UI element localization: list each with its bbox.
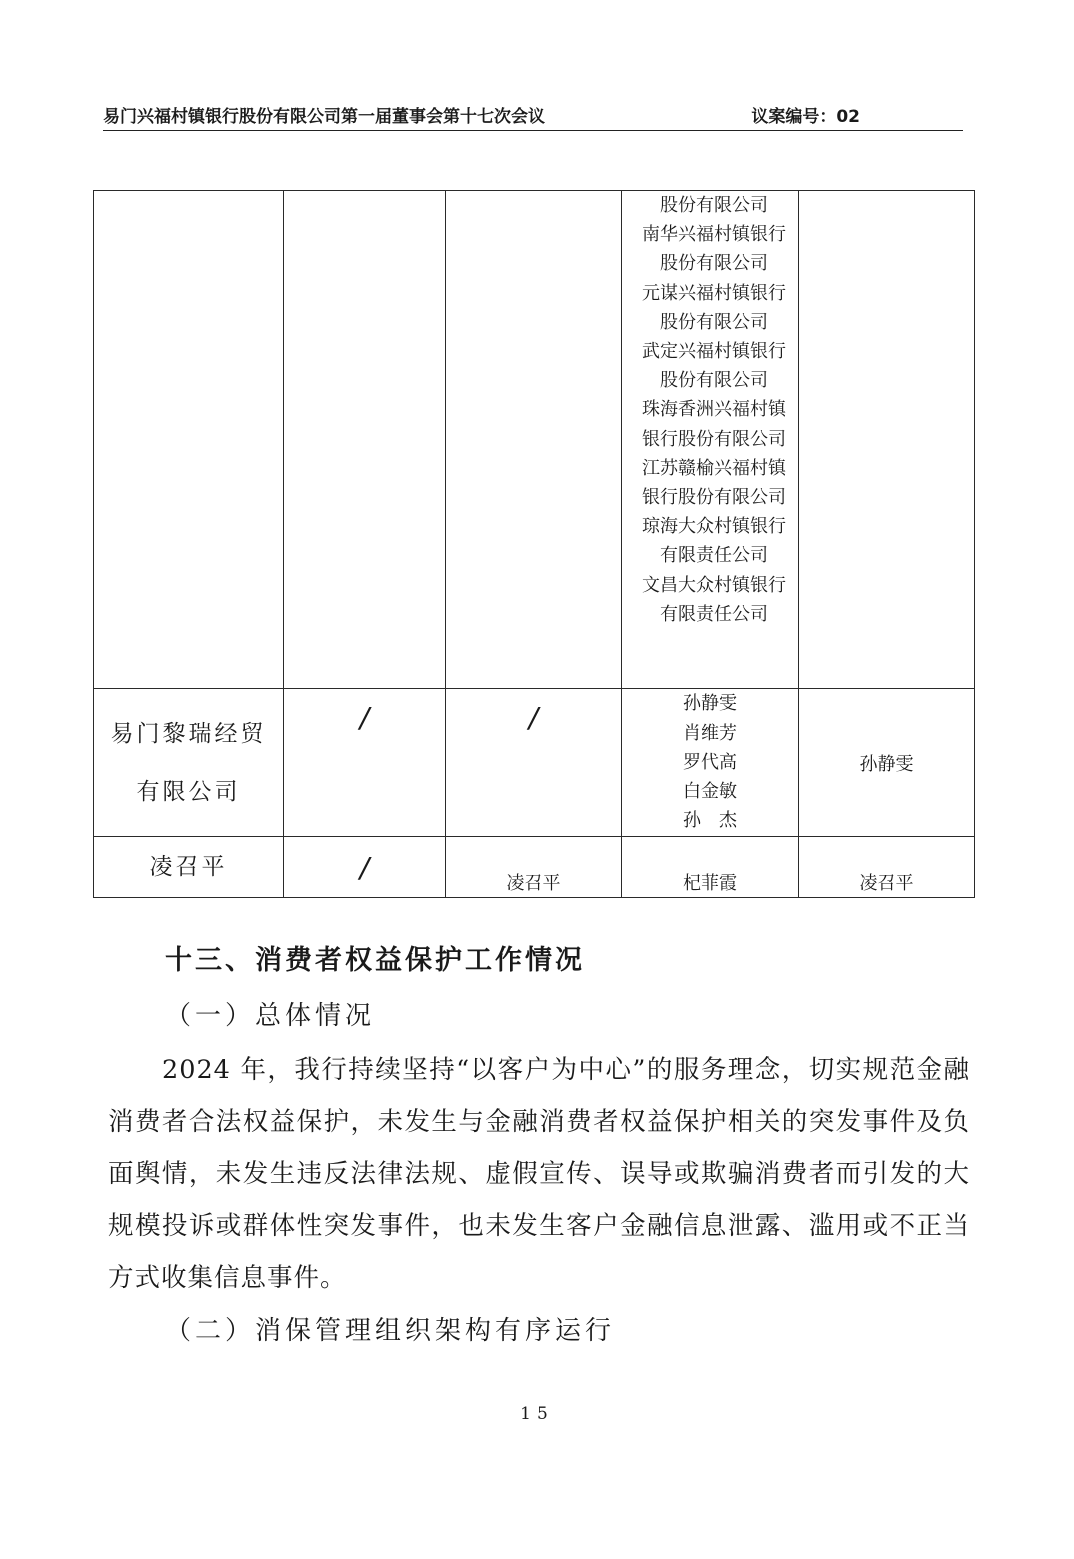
page-header bbox=[103, 96, 963, 131]
list-item: 元谋兴福村镇银行 bbox=[642, 282, 786, 304]
members-cell bbox=[622, 689, 799, 837]
list-item: 江苏赣榆兴福村镇 bbox=[642, 457, 786, 479]
table-cell: 凌召平 bbox=[446, 837, 622, 898]
table-cell bbox=[284, 191, 446, 689]
list-item: 有限责任公司 bbox=[660, 545, 768, 567]
subsection-heading: （一）总体情况 bbox=[165, 1001, 376, 1031]
list-item: 孙静雯 bbox=[683, 693, 737, 715]
table-cell: 凌召平 bbox=[799, 837, 975, 898]
list-item: 文昌大众村镇银行 bbox=[642, 574, 786, 596]
table-row bbox=[94, 191, 975, 689]
table-cell: / bbox=[284, 837, 446, 898]
list-item: 武定兴福村镇银行 bbox=[642, 341, 786, 363]
list-item: 股份有限公司 bbox=[660, 253, 768, 275]
list-item: 孙 杰 bbox=[683, 810, 737, 832]
list-item: 罗代高 bbox=[683, 751, 737, 773]
list-item: 股份有限公司 bbox=[660, 311, 768, 333]
proposal-number: 议案编号：02 bbox=[751, 107, 860, 127]
list-item: 银行股份有限公司 bbox=[642, 428, 786, 450]
list-item: 白金敏 bbox=[683, 781, 737, 803]
table-row bbox=[94, 689, 975, 837]
table-cell bbox=[94, 191, 284, 689]
document-title: 易门兴福村镇银行股份有限公司第一届董事会第十七次会议 bbox=[103, 107, 545, 127]
list-item: 肖维芳 bbox=[683, 722, 737, 744]
shareholder-table bbox=[93, 190, 975, 898]
table-cell: / bbox=[446, 689, 622, 837]
body-paragraph: 2024 年，我行持续坚持“以客户为中心”的服务理念，切实规范金融消费者合法权益保护，未发生与金融消费者权益保护相关的突发事件及负面舆情，未发生违反法律法规、虚假宣传、误导或欺骗消费者而引发的大规模投诉或群体性突发事件，也未发生客户金融信息泄露、滥用或不正当方式收集信息事件。 bbox=[108, 1055, 970, 1293]
table-cell: 孙静雯 bbox=[799, 689, 975, 837]
shareholder-name-line1: 易门黎瑞经贸 bbox=[110, 720, 267, 747]
subsection-heading: （二）消保管理组织架构有序运行 bbox=[165, 1316, 616, 1346]
shareholder-name-line2: 有限公司 bbox=[136, 778, 241, 805]
page-number: 15 bbox=[520, 1404, 554, 1424]
list-item: 南华兴福村镇银行 bbox=[642, 224, 786, 246]
list-item: 银行股份有限公司 bbox=[642, 487, 786, 509]
table-cell bbox=[446, 191, 622, 689]
bank-list-cell bbox=[622, 191, 799, 689]
list-item: 琼海大众村镇银行 bbox=[642, 516, 786, 538]
shareholder-name-cell: 凌召平 bbox=[94, 837, 284, 898]
list-item: 珠海香洲兴福村镇 bbox=[642, 399, 786, 421]
shareholder-name-cell bbox=[94, 689, 284, 837]
list-item: 股份有限公司 bbox=[660, 370, 768, 392]
table-row bbox=[94, 837, 975, 898]
section-heading: 十三、消费者权益保护工作情况 bbox=[165, 945, 585, 976]
list-item: 股份有限公司 bbox=[660, 195, 768, 216]
table-cell: / bbox=[284, 689, 446, 837]
list-item: 有限责任公司 bbox=[660, 603, 768, 625]
table-cell: 杞菲霞 bbox=[622, 837, 799, 898]
table-cell bbox=[799, 191, 975, 689]
